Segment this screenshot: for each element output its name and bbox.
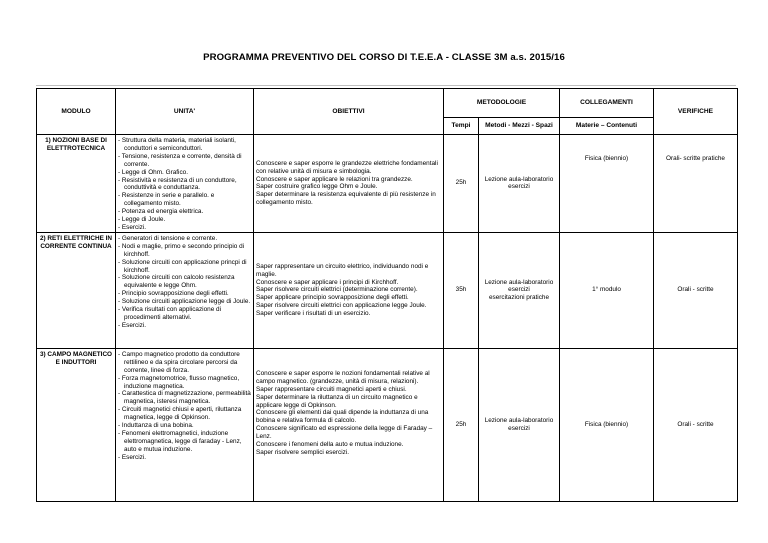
unita-item: - Legge di Ohm. Grafico.: [118, 168, 188, 176]
materie-cell: Fisica (biennio): [560, 348, 654, 501]
obiettivo-line: Saper verificare i risultati di un esercizio.: [256, 310, 371, 318]
tempi-cell: 25h: [444, 348, 479, 501]
header-tempi: Tempi: [444, 118, 479, 135]
modulo-cell: 1) NOZIONI BASE DI ELETTROTECNICA: [37, 135, 116, 233]
metodo-line: esercitazioni pratiche: [488, 294, 550, 302]
obiettivo-line: Saper risolvere circuiti elettrici con applicazione legge Joule.: [256, 302, 427, 310]
metodo-line: esercizi: [508, 183, 530, 191]
unita-item: - Resistenze in serie e parallelo. e collegamento misto.: [118, 192, 215, 208]
obiettivo-line: Saper determinare la riluttanza di un circuito magnetico e applicare legge di Opkinson.: [256, 393, 418, 409]
metodo-line: Lezione aula-laboratorio: [484, 278, 554, 286]
unita-item: - Tensione, resistenza e corrente, densità di corrente.: [118, 152, 242, 168]
table-row: [37, 348, 738, 501]
obiettivo-line: Saper costruire grafico legge Ohm e Joule.: [256, 183, 378, 191]
materie-cell: Fisica (biennio): [560, 135, 654, 233]
header-collegamenti: COLLEGAMENTI: [560, 89, 654, 118]
table-row: [37, 135, 738, 233]
modulo-cell: 3) CAMPO MAGNETICO E INDUTTORI: [37, 348, 116, 501]
metodi-cell: [479, 232, 560, 348]
unita-item: - Esercizi.: [118, 223, 147, 231]
metodo-line: esercizi: [508, 286, 530, 294]
obiettivo-line: Saper risolvere circuiti elettrici (determinazione corrente).: [256, 286, 418, 294]
obiettivo-line: Conoscere i fenomeni della auto e mutua induzione.: [256, 441, 404, 449]
metodi-cell: [479, 135, 560, 233]
obiettivo-line: Conoscere gli elementi dai quali dipende la induttanza di una bobina e relativa formula di calcolo.: [256, 409, 429, 425]
unita-item: - Principio sovrapposizione degli effetti.: [118, 290, 229, 298]
obiettivi-cell: [254, 348, 444, 501]
obiettivo-line: Conoscere e saper esporre le grandezze elettriche fondamentali con relative unità di misura e simbologia.: [256, 159, 438, 175]
program-table: [36, 88, 738, 502]
metodo-line: Lezione aula-laboratorio: [484, 175, 554, 183]
unita-item: - Esercizi.: [118, 321, 147, 329]
obiettivo-line: Saper rappresentare circuiti magnetici aperti e chiusi.: [256, 385, 407, 393]
metodo-line: Lezione aula-laboratorio: [484, 416, 554, 424]
unita-item: - Carattestica di magnetizzazione, permeabilità magnetica, isteresi magnetica.: [118, 390, 251, 406]
header-verifiche: VERIFICHE: [654, 89, 738, 135]
unita-item: - Resistività e resistenza di un conduttore, conduttività e conduttanza.: [118, 176, 237, 192]
unita-item: - Soluzione circuiti applicazione legge di Joule.: [118, 298, 251, 306]
page-title: PROGRAMMA PREVENTIVO DEL CORSO DI T.E.E.A - CLASSE 3M a.s. 2015/16: [203, 52, 565, 63]
unita-cell: [116, 135, 254, 233]
obiettivo-line: Conoscere e saper applicare i principi di Kirchhoff.: [256, 278, 399, 286]
obiettivo-line: Conoscere e saper esporre le nozioni fondamentali relative al campo magnetico. (grandezze, unità di misura, relazioni).: [256, 369, 430, 385]
modulo-cell: 2) RETI ELETTRICHE IN CORRENTE CONTINUA: [37, 232, 116, 348]
obiettivi-cell: [254, 232, 444, 348]
unita-item: - Legge di Joule.: [118, 216, 166, 224]
unita-item: - Generatori di tensione e corrente.: [118, 234, 218, 242]
verifiche-cell: Orali- scritte pratiche: [654, 135, 738, 233]
unita-item: - Verifica risultati con applicazione di procedimenti alternativi.: [118, 306, 222, 321]
header-metodi: Metodi - Mezzi - Spazi: [479, 118, 560, 135]
header-unita: UNITA': [116, 89, 254, 135]
unita-cell: [116, 232, 254, 348]
unita-item: - Circuiti magnetici chiusi e aperti, riluttanza magnetica, legge di Opkinson.: [118, 406, 242, 422]
obiettivo-line: Conoscere significato ed espressione della legge di Faraday – Lenz.: [256, 425, 433, 441]
metodi-cell: [479, 348, 560, 501]
unita-item: - Induttanza di una bobina.: [118, 422, 194, 430]
unita-item: - Soluzione circuiti con applicazione princpi di kirchhoff.: [118, 258, 247, 274]
unita-item: - Fenomeni elettromagnetici, induzione elettromagnetica, legge di faraday - Lenz, auto e mutua induzione.: [118, 429, 242, 453]
obiettivo-line: Saper applicare principio sovrapposizione degli effetti.: [256, 294, 409, 302]
header-materie: Materie – Contenuti: [560, 118, 654, 135]
unita-item: - Esercizi.: [118, 453, 147, 461]
unita-item: - Campo magnetico prodotto da conduttore rettilineo e da spira circolare percorsi da corrente, linee di forza.: [118, 350, 240, 374]
tempi-cell: 25h: [444, 135, 479, 233]
unita-item: - Nodi e maglie, primo e secondo principio di kirchhoff.: [118, 242, 245, 258]
header-obiettivi: OBIETTIVI: [254, 89, 444, 135]
obiettivo-line: Saper rappresentare un circuito elettrico, individuando nodi e maglie.: [256, 262, 429, 278]
obiettivo-line: Saper risolvere semplici esercizi.: [256, 448, 350, 456]
obiettivo-line: Saper determinare la resistenza equivalente di più resistenze in collegamento misto.: [256, 191, 436, 207]
header-metodologie: METODOLOGIE: [444, 89, 560, 118]
table-row: [37, 232, 738, 348]
unita-item: - Forza magnetomotrice, flusso magnetico, induzione magnetica.: [118, 374, 240, 390]
materie-cell: 1° modulo: [560, 232, 654, 348]
verifiche-cell: Orali - scritte: [654, 348, 738, 501]
unita-item: - Soluzione circuiti con calcolo resistenza equivalente e legge Ohm.: [118, 274, 235, 290]
tempi-cell: 35h: [444, 232, 479, 348]
title-divider: [36, 85, 736, 86]
obiettivo-line: Conoscere e saper applicare le relazioni tra grandezze.: [256, 175, 413, 183]
header-row: [37, 89, 738, 118]
unita-cell: [116, 348, 254, 501]
verifiche-cell: Orali - scritte: [654, 232, 738, 348]
unita-item: - Struttura della materia, materiali isolanti, conduttori e semiconduttori.: [118, 137, 236, 152]
header-modulo: MODULO: [37, 89, 116, 135]
unita-item: - Potenza ed energia elettrica.: [118, 208, 204, 216]
obiettivi-cell: [254, 135, 444, 233]
metodo-line: esercizi: [508, 424, 530, 432]
